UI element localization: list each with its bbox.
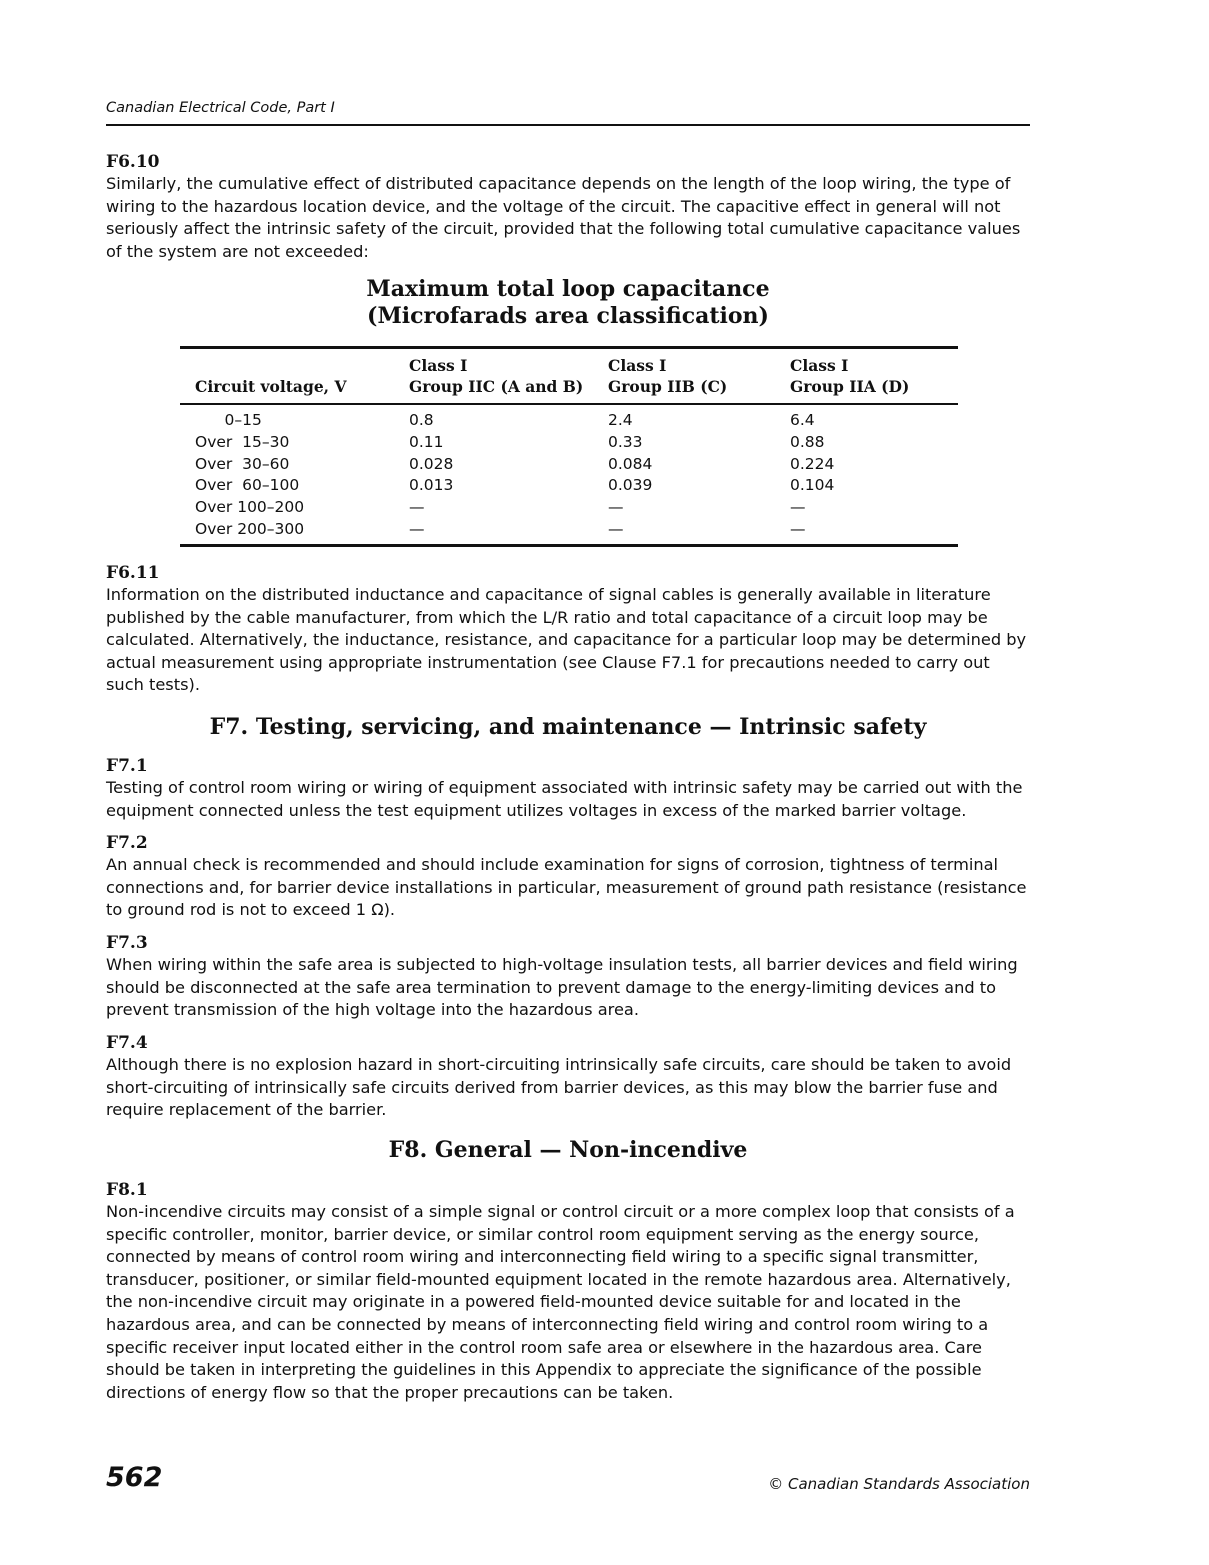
clause-number: F7.2 <box>106 833 148 853</box>
cell-group-iic: 0.8 <box>409 411 434 429</box>
cell-voltage: Over 100–200 <box>195 498 305 517</box>
clause-number: F8.1 <box>106 1180 148 1200</box>
clause-number: F7.4 <box>106 1033 148 1053</box>
column-header-voltage: Circuit voltage, V <box>195 377 347 396</box>
cell-group-iib: — <box>608 519 624 538</box>
running-head: Canadian Electrical Code, Part I <box>106 100 335 116</box>
clause-number: F7.1 <box>106 756 148 776</box>
clause-f7-4 <box>106 1032 1030 1122</box>
cell-group-iia: 6.4 <box>790 411 815 429</box>
table-title-line-1: Maximum total loop capacitance <box>366 276 770 302</box>
column-header-group-iia: Class I Group IIA (D) <box>790 356 910 396</box>
cell-voltage: Over 30–60 <box>195 454 290 473</box>
table-row <box>180 404 958 432</box>
table-row <box>180 432 958 454</box>
table-title-line-2: (Microfarads area classification) <box>367 303 769 329</box>
cell-voltage: 0–15 <box>195 411 262 429</box>
clause-text: An annual check is recommended and should include examination for signs of corrosion, tightness of terminal connections and, for barrier device installations in particular, measurement of ground path resistance (resistance to ground rod is not to exceed 1 Ω). <box>106 855 1027 920</box>
clause-number: F6.10 <box>106 152 160 172</box>
cell-group-iic: 0.11 <box>409 432 444 451</box>
clause-text: Testing of control room wiring or wiring of equipment associated with intrinsic safety may be carried out with the equipment connected unless the test equipment utilizes voltages in excess of the marked barrier voltage. <box>106 778 1023 820</box>
clause-text: Although there is no explosion hazard in short-circuiting intrinsically safe circuits, care should be taken to avoid short-circuiting of intrinsically safe circuits derived from barrier devices, as this may blow the barrier fuse and require replacement of the barrier. <box>106 1055 1012 1120</box>
table-row <box>180 475 958 497</box>
clause-text: Non-incendive circuits may consist of a simple signal or control circuit or a more complex loop that consists of a specific controller, monitor, barrier device, or similar control room equipment serving as the energy source, connected by means of control room wiring and interconnecting field wiring to a specific signal transmitter, transducer, positioner, or similar field-mounted equipment located in the remote hazardous area. Alternatively, the non-incendive circuit may originate in a powered field-mounted device suitable for and located in the hazardous area, and can be connected by means of interconnecting field wiring and control room wiring to a specific receiver input located either in the control room safe area or elsewhere in the hazardous area. Care should be taken in interpreting the guidelines in this Appendix to appreciate the significance of the possible directions of energy flow so that the proper precautions can be taken. <box>106 1202 1015 1402</box>
clause-f6-10 <box>106 151 1030 263</box>
cell-voltage: Over 15–30 <box>195 432 290 451</box>
clause-number: F6.11 <box>106 563 160 583</box>
clause-f7-2 <box>106 832 1030 922</box>
column-header-group-iic: Class I Group IIC (A and B) <box>409 356 584 396</box>
table-header-row <box>180 348 958 405</box>
cell-group-iic: — <box>409 498 425 517</box>
cell-group-iib: 0.33 <box>608 432 643 451</box>
capacitance-table <box>180 346 958 547</box>
cell-group-iib: 2.4 <box>608 411 633 429</box>
cell-group-iic: 0.028 <box>409 454 454 473</box>
cell-group-iib: 0.039 <box>608 476 653 495</box>
cell-group-iic: 0.013 <box>409 476 454 495</box>
table-row <box>180 519 958 545</box>
clause-text: When wiring within the safe area is subjected to high-voltage insulation tests, all barrier devices and field wiring should be disconnected at the safe area termination to prevent damage to the energy-limiting devices and to prevent transmission of the high voltage into the hazardous area. <box>106 955 1018 1020</box>
cell-group-iia: 0.104 <box>790 476 835 495</box>
header-rule <box>106 124 1030 126</box>
cell-group-iib: 0.084 <box>608 454 653 473</box>
cell-group-iia: — <box>790 498 806 517</box>
clause-f7-1 <box>106 755 1030 822</box>
page-number: 562 <box>106 1462 163 1493</box>
cell-voltage: Over 60–100 <box>195 476 300 495</box>
section-heading-f7: F7. Testing, servicing, and maintenance — Intrinsic safety <box>209 714 927 740</box>
table-title <box>106 276 1030 330</box>
clause-text: Similarly, the cumulative effect of distributed capacitance depends on the length of the loop wiring, the type of wiring to the hazardous location device, and the voltage of the circuit. The capacitive effect in general will not seriously affect the intrinsic safety of the circuit, provided that the following total cumulative capacitance values of the system are not exceeded: <box>106 174 1021 261</box>
clause-f8-1 <box>106 1179 1030 1404</box>
cell-group-iia: 0.88 <box>790 432 825 451</box>
copyright-notice: © Canadian Standards Association <box>768 1475 1030 1493</box>
clause-text: Information on the distributed inductance and capacitance of signal cables is generally available in literature published by the cable manufacturer, from which the L/R ratio and total capacitance of a circuit loop may be calculated. Alternatively, the inductance, resistance, and capacitance for a particular loop may be determined by actual measurement using appropriate instrumentation (see Clause F7.1 for precautions needed to carry out such tests). <box>106 585 1027 695</box>
cell-group-iia: — <box>790 519 806 538</box>
cell-group-iic: — <box>409 519 425 538</box>
cell-group-iia: 0.224 <box>790 454 835 473</box>
section-heading-f8: F8. General — Non-incendive <box>388 1137 748 1163</box>
table-row <box>180 454 958 476</box>
table-row <box>180 497 958 519</box>
column-header-group-iib: Class I Group IIB (C) <box>608 356 728 396</box>
clause-f6-11 <box>106 562 1030 697</box>
clause-number: F7.3 <box>106 933 148 953</box>
clause-f7-3 <box>106 932 1030 1022</box>
cell-voltage: Over 200–300 <box>195 519 305 538</box>
cell-group-iib: — <box>608 498 624 517</box>
